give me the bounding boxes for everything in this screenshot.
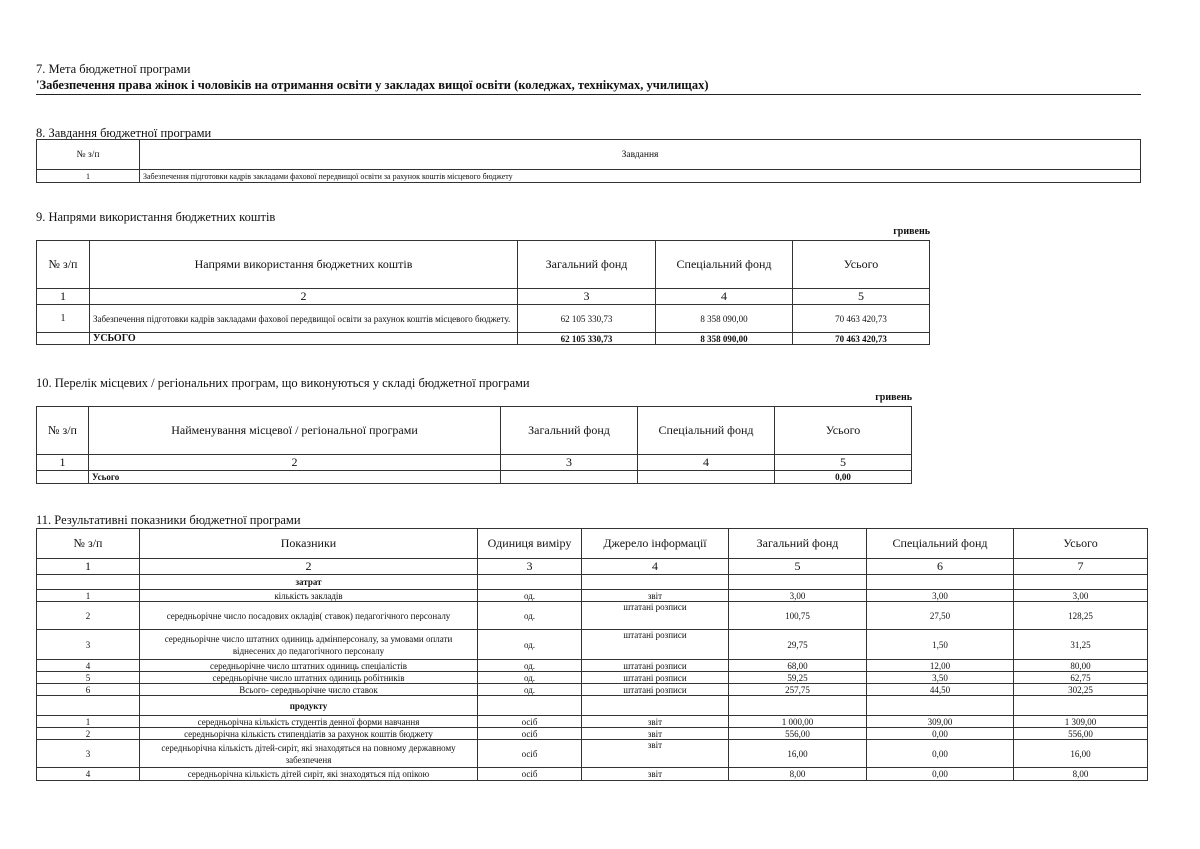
table-row: 4 середньорічне число штатних одиниць спеціалістів од. штатані розписи 68,00 12,00 80,00 bbox=[37, 660, 1148, 672]
table-row: 1 кількість закладів од. звіт 3,00 3,00 3,00 bbox=[37, 590, 1148, 602]
table-row: 1 Забезпечення підготовки кадрів закладами фахової передвищої освіти за рахунок коштів місцевого бюджету bbox=[37, 170, 1141, 183]
regional-programs-table: № з/п Найменування місцевої / регіональної програми Загальний фонд Спеціальний фонд Усього 1 2 3 4 5 Усього 0,00 bbox=[36, 406, 912, 484]
tasks-table bbox=[36, 139, 1141, 183]
category-row-costs: затрат bbox=[37, 575, 1148, 590]
table-row: 5 середньорічне число штатних одиниць робітників од. штатані розписи 59,25 3,50 62,75 bbox=[37, 672, 1148, 684]
table-row: 1 Забезпечення підготовки кадрів закладами фахової передвищої освіти за рахунок коштів місцевого бюджету. 62 105 330,73 8 358 090,00 70 463 420,73 bbox=[37, 305, 930, 333]
table-row: 6 Всього- середньорічне число ставок од. штатані розписи 257,75 44,50 302,25 bbox=[37, 684, 1148, 696]
section11-title: 11. Результативні показники бюджетної програми bbox=[36, 513, 301, 527]
total-row: Усього 0,00 bbox=[37, 471, 912, 484]
performance-indicators-table: № з/п Показники Одиниця виміру Джерело інформації Загальний фонд Спеціальний фонд Усього 1 2 3 4 5 6 7 затрат 1 кількість закладів од. звіт 3,00 3,00 3,00 2 середньорічне число посадових окладів( ставок) педагогічного персоналу од. штатані розписи 100,75 27,50 128,25 3 середньорічне число штатних одиниць адмінперсоналу, за умовами оплати віднесених до педагогічного персоналу од. штатані розписи 29,75 1,50 31,25 4 середньорічне число штатних одиниць спеціалістів од. штатані розписи 68,00 12,00 80,00 5 середньорічне число штатних одиниць робітників од. штатані розписи 59,25 3,50 62,75 6 Всього- середньорічне число ставок од. штатані розписи 257,75 44,50 302,25 продукту 1 середньорічна кількість студентів денної форми навчання осіб звіт 1 000,00 309,00 1 309,00 2 середньорічна кількість стипендіатів за рахунок коштів бюджету осіб звіт 556,00 0,00 556,00 3 середньорічна кількість дітей-сиріт, які знаходяться на повному державному забезпеченя осіб звіт 16,00 0,00 16,00 4 середньорічна кількість дітей сиріт, які знаходяться під опікою осіб звіт 8,00 0,00 8,00 bbox=[36, 528, 1148, 781]
goal-underline bbox=[36, 94, 1141, 95]
section8-title: 8. Завдання бюджетної програми bbox=[36, 126, 212, 140]
table-row: 1 середньорічна кількість студентів денної форми навчання осіб звіт 1 000,00 309,00 1 309,00 bbox=[37, 716, 1148, 728]
program-goal: 'Забезпечення права жінок і чоловіків на отримання освіти у закладах вищої освіти (коледжах, технікумах, училищах) bbox=[36, 78, 709, 92]
table-row: 3 середньорічне число штатних одиниць адмінперсоналу, за умовами оплати віднесених до педагогічного персоналу од. штатані розписи 29,75 1,50 31,25 bbox=[37, 630, 1148, 660]
section10-title: 10. Перелік місцевих / регіональних програм, що виконуються у складі бюджетної програми bbox=[36, 376, 530, 390]
table-row: 2 середньорічна кількість стипендіатів за рахунок коштів бюджету осіб звіт 556,00 0,00 556,00 bbox=[37, 728, 1148, 740]
table-row: 3 середньорічна кількість дітей-сиріт, які знаходяться на повному державному забезпеченя осіб звіт 16,00 0,00 16,00 bbox=[37, 740, 1148, 768]
table-row: 2 середньорічне число посадових окладів( ставок) педагогічного персоналу од. штатані розписи 100,75 27,50 128,25 bbox=[37, 602, 1148, 630]
total-row: УСЬОГО 62 105 330,73 8 358 090,00 70 463 420,73 bbox=[37, 333, 930, 345]
section7-title: 7. Мета бюджетної програми bbox=[36, 62, 191, 76]
table-row: 4 середньорічна кількість дітей сиріт, які знаходяться під опікою осіб звіт 8,00 0,00 8,00 bbox=[37, 768, 1148, 781]
currency-unit: гривень bbox=[893, 226, 930, 237]
budget-directions-table: № з/п Напрями використання бюджетних коштів Загальний фонд Спеціальний фонд Усього 1 2 3 4 5 1 Забезпечення підготовки кадрів закладами фахової передвищої освіти за рахунок коштів місцевого бюджету. 62 105 330,73 8 358 090,00 70 463 420,73 УСЬОГО 62 105 330,73 8 358 090,00 70 463 420,73 bbox=[36, 240, 930, 345]
col-header-no: № з/п bbox=[37, 140, 140, 170]
section9-title: 9. Напрями використання бюджетних коштів bbox=[36, 210, 276, 224]
category-row-product: продукту bbox=[37, 696, 1148, 716]
currency-unit: гривень bbox=[875, 392, 912, 403]
col-header-task: Завдання bbox=[140, 140, 1141, 170]
